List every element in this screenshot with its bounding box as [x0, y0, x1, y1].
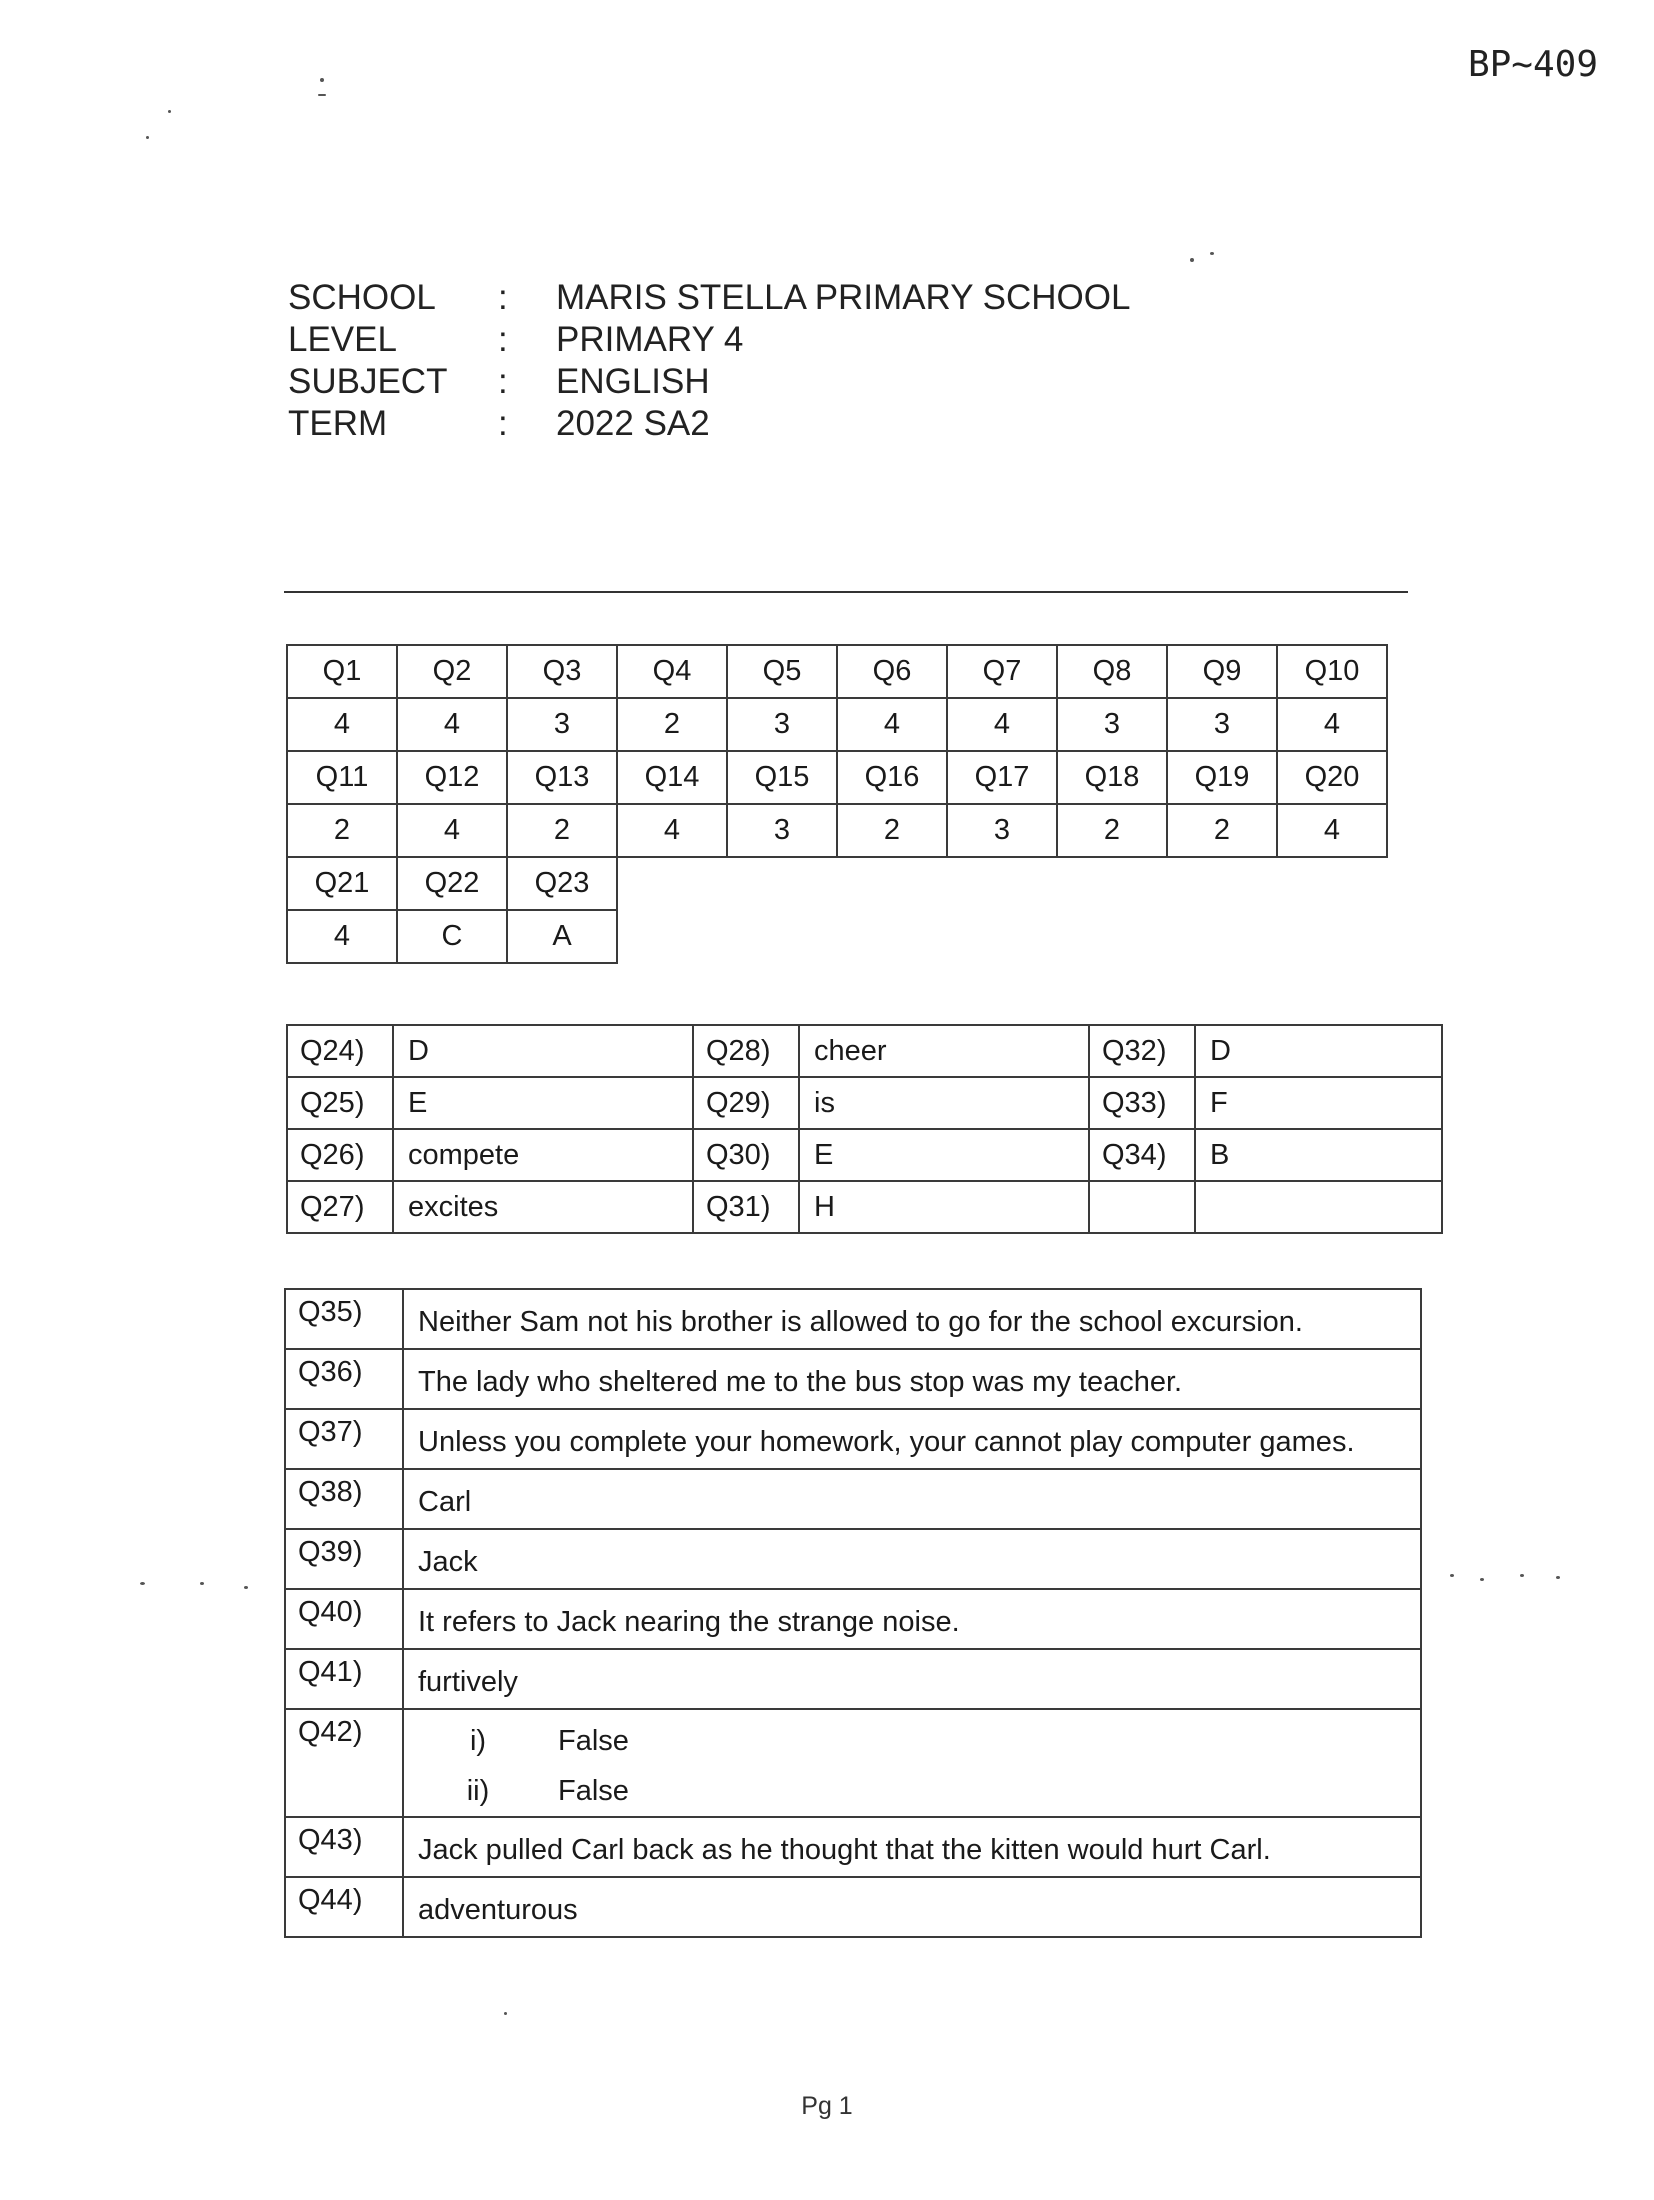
cloze-answer-table — [286, 1024, 1443, 1234]
mcq-question-cell: Q5 — [727, 645, 837, 698]
scan-speck — [504, 2012, 507, 2015]
mcq-answer-cell: 3 — [727, 698, 837, 751]
scan-speck — [1450, 1574, 1454, 1577]
cloze-answer-cell: is — [799, 1077, 1089, 1129]
open-answer-cell: furtively — [403, 1649, 1421, 1709]
mcq-answer-cell: A — [507, 910, 617, 963]
mcq-answer-cell: 4 — [287, 910, 397, 963]
mcq-answer-cell: 4 — [617, 804, 727, 857]
mcq-question-cell: Q4 — [617, 645, 727, 698]
mcq-answer-cell: 2 — [1057, 804, 1167, 857]
cloze-question-cell: Q27) — [287, 1181, 393, 1233]
open-question-cell: Q37) — [285, 1409, 403, 1469]
scan-speck — [1190, 258, 1194, 262]
open-row — [285, 1469, 1421, 1529]
header-row — [288, 362, 1130, 404]
mcq-question-cell: Q9 — [1167, 645, 1277, 698]
cloze-question-cell: Q31) — [693, 1181, 799, 1233]
cloze-answer-cell: excites — [393, 1181, 693, 1233]
mcq-empty-cell — [1277, 910, 1387, 963]
mcq-answer-cell: 3 — [947, 804, 1057, 857]
mcq-answer-cell: C — [397, 910, 507, 963]
mcq-answer-cell: 2 — [1167, 804, 1277, 857]
header-row — [288, 278, 1130, 320]
header-separator: : — [498, 362, 508, 401]
open-row — [285, 1649, 1421, 1709]
header-row — [288, 404, 1130, 446]
mcq-question-cell: Q8 — [1057, 645, 1167, 698]
header-divider — [284, 591, 1408, 593]
cloze-answer-cell: F — [1195, 1077, 1442, 1129]
open-answer-cell: The lady who sheltered me to the bus stop was my teacher. — [403, 1349, 1421, 1409]
open-answer-cell: Carl — [403, 1469, 1421, 1529]
mcq-empty-cell — [1277, 857, 1387, 910]
mcq-question-cell: Q1 — [287, 645, 397, 698]
cloze-question-cell: Q24) — [287, 1025, 393, 1077]
cloze-answer-cell: D — [1195, 1025, 1442, 1077]
cloze-row — [287, 1181, 1442, 1233]
open-answer-cell — [403, 1709, 1421, 1817]
mcq-question-cell: Q18 — [1057, 751, 1167, 804]
mcq-answer-cell: 3 — [507, 698, 617, 751]
scan-speck — [1520, 1574, 1524, 1577]
sub-answer-line — [418, 1766, 1420, 1816]
document-header — [288, 278, 1130, 446]
mcq-answer-cell: 4 — [397, 804, 507, 857]
header-label: SUBJECT — [288, 362, 448, 401]
open-question-cell: Q36) — [285, 1349, 403, 1409]
cloze-question-cell — [1089, 1181, 1195, 1233]
mcq-question-cell: Q11 — [287, 751, 397, 804]
mcq-question-cell: Q21 — [287, 857, 397, 910]
mcq-empty-cell — [1167, 857, 1277, 910]
sub-answer-text: False — [558, 1775, 629, 1807]
header-label: SCHOOL — [288, 278, 436, 317]
header-label: LEVEL — [288, 320, 397, 359]
header-label: TERM — [288, 404, 388, 443]
cloze-question-cell: Q28) — [693, 1025, 799, 1077]
mcq-question-cell: Q19 — [1167, 751, 1277, 804]
mcq-answer-row — [287, 698, 1387, 751]
open-answer-cell: Jack — [403, 1529, 1421, 1589]
open-answer-cell: Unless you complete your homework, your cannot play computer games. — [403, 1409, 1421, 1469]
mcq-question-cell: Q2 — [397, 645, 507, 698]
mcq-question-cell: Q23 — [507, 857, 617, 910]
scan-speck — [1556, 1576, 1560, 1579]
cloze-answer-cell: cheer — [799, 1025, 1089, 1077]
scan-speck — [168, 110, 171, 113]
mcq-answer-cell: 4 — [397, 698, 507, 751]
mcq-question-cell: Q14 — [617, 751, 727, 804]
open-ended-answer-table — [284, 1288, 1422, 1938]
sub-answer-label: ii) — [466, 1775, 490, 1807]
cloze-row — [287, 1129, 1442, 1181]
mcq-answer-row — [287, 910, 1387, 963]
mcq-empty-cell — [1057, 910, 1167, 963]
open-row — [285, 1709, 1421, 1817]
open-row — [285, 1409, 1421, 1469]
cloze-answer-cell: E — [393, 1077, 693, 1129]
mcq-answer-cell: 2 — [287, 804, 397, 857]
mcq-answer-row — [287, 804, 1387, 857]
cloze-answer-cell: D — [393, 1025, 693, 1077]
open-row — [285, 1589, 1421, 1649]
cloze-answer-cell: B — [1195, 1129, 1442, 1181]
mcq-empty-cell — [727, 857, 837, 910]
mcq-question-row — [287, 645, 1387, 698]
open-answer-cell: Neither Sam not his brother is allowed to go for the school excursion. — [403, 1289, 1421, 1349]
scan-speck — [146, 136, 149, 139]
cloze-question-cell: Q30) — [693, 1129, 799, 1181]
open-row — [285, 1349, 1421, 1409]
mcq-question-row — [287, 857, 1387, 910]
mcq-answer-cell: 4 — [287, 698, 397, 751]
cloze-question-cell: Q32) — [1089, 1025, 1195, 1077]
open-answer-cell: adventurous — [403, 1877, 1421, 1937]
header-value: 2022 SA2 — [556, 404, 710, 443]
open-row — [285, 1529, 1421, 1589]
mcq-empty-cell — [837, 910, 947, 963]
mcq-empty-cell — [1057, 857, 1167, 910]
open-answer-cell: It refers to Jack nearing the strange noise. — [403, 1589, 1421, 1649]
sub-answer-line — [418, 1716, 1420, 1766]
mcq-empty-cell — [947, 857, 1057, 910]
page-number: Pg 1 — [801, 2092, 853, 2120]
mcq-question-cell: Q10 — [1277, 645, 1387, 698]
open-question-cell: Q35) — [285, 1289, 403, 1349]
mcq-answer-cell: 4 — [1277, 698, 1387, 751]
mcq-empty-cell — [617, 910, 727, 963]
document-code: BP~409 — [1467, 44, 1598, 85]
scan-speck — [244, 1586, 248, 1589]
mcq-empty-cell — [617, 857, 727, 910]
mcq-question-cell: Q12 — [397, 751, 507, 804]
mcq-answer-table — [286, 644, 1388, 964]
mcq-answer-cell: 3 — [727, 804, 837, 857]
header-row — [288, 320, 1130, 362]
mcq-answer-cell: 4 — [947, 698, 1057, 751]
open-question-cell: Q39) — [285, 1529, 403, 1589]
cloze-answer-cell: H — [799, 1181, 1089, 1233]
open-answer-cell: Jack pulled Carl back as he thought that the kitten would hurt Carl. — [403, 1817, 1421, 1877]
mcq-question-cell: Q16 — [837, 751, 947, 804]
mcq-empty-cell — [947, 910, 1057, 963]
mcq-answer-cell: 3 — [1167, 698, 1277, 751]
scan-speck — [140, 1582, 145, 1585]
open-question-cell: Q43) — [285, 1817, 403, 1877]
open-question-cell: Q38) — [285, 1469, 403, 1529]
header-value: ENGLISH — [556, 362, 710, 401]
cloze-row — [287, 1077, 1442, 1129]
mcq-answer-cell: 4 — [837, 698, 947, 751]
cloze-question-cell: Q34) — [1089, 1129, 1195, 1181]
scan-speck — [1480, 1578, 1484, 1581]
mcq-empty-cell — [837, 857, 947, 910]
open-question-cell: Q40) — [285, 1589, 403, 1649]
header-separator: : — [498, 278, 508, 317]
mcq-answer-cell: 2 — [617, 698, 727, 751]
scan-speck — [318, 94, 326, 96]
mcq-empty-cell — [727, 910, 837, 963]
mcq-question-cell: Q13 — [507, 751, 617, 804]
mcq-question-cell: Q3 — [507, 645, 617, 698]
mcq-question-cell: Q7 — [947, 645, 1057, 698]
cloze-question-cell: Q29) — [693, 1077, 799, 1129]
cloze-question-cell: Q33) — [1089, 1077, 1195, 1129]
mcq-question-cell: Q22 — [397, 857, 507, 910]
mcq-question-cell: Q17 — [947, 751, 1057, 804]
mcq-answer-cell: 4 — [1277, 804, 1387, 857]
mcq-empty-cell — [1167, 910, 1277, 963]
cloze-question-cell: Q26) — [287, 1129, 393, 1181]
sub-answer-label: i) — [469, 1725, 487, 1757]
mcq-question-cell: Q15 — [727, 751, 837, 804]
header-value: MARIS STELLA PRIMARY SCHOOL — [556, 278, 1131, 317]
open-row — [285, 1289, 1421, 1349]
open-question-cell: Q42) — [285, 1709, 403, 1817]
cloze-question-cell: Q25) — [287, 1077, 393, 1129]
open-question-cell: Q44) — [285, 1877, 403, 1937]
sub-answer-text: False — [558, 1725, 629, 1757]
mcq-answer-cell: 2 — [507, 804, 617, 857]
cloze-answer-cell: E — [799, 1129, 1089, 1181]
mcq-question-cell: Q6 — [837, 645, 947, 698]
scan-speck — [320, 78, 324, 82]
mcq-answer-cell: 2 — [837, 804, 947, 857]
mcq-question-cell: Q20 — [1277, 751, 1387, 804]
cloze-answer-cell — [1195, 1181, 1442, 1233]
mcq-answer-cell: 3 — [1057, 698, 1167, 751]
scan-speck — [1210, 252, 1214, 255]
open-row — [285, 1877, 1421, 1937]
cloze-answer-cell: compete — [393, 1129, 693, 1181]
header-value: PRIMARY 4 — [556, 320, 744, 359]
header-separator: : — [498, 404, 508, 443]
header-separator: : — [498, 320, 508, 359]
open-question-cell: Q41) — [285, 1649, 403, 1709]
open-row — [285, 1817, 1421, 1877]
scan-speck — [200, 1582, 204, 1585]
mcq-question-row — [287, 751, 1387, 804]
cloze-row — [287, 1025, 1442, 1077]
